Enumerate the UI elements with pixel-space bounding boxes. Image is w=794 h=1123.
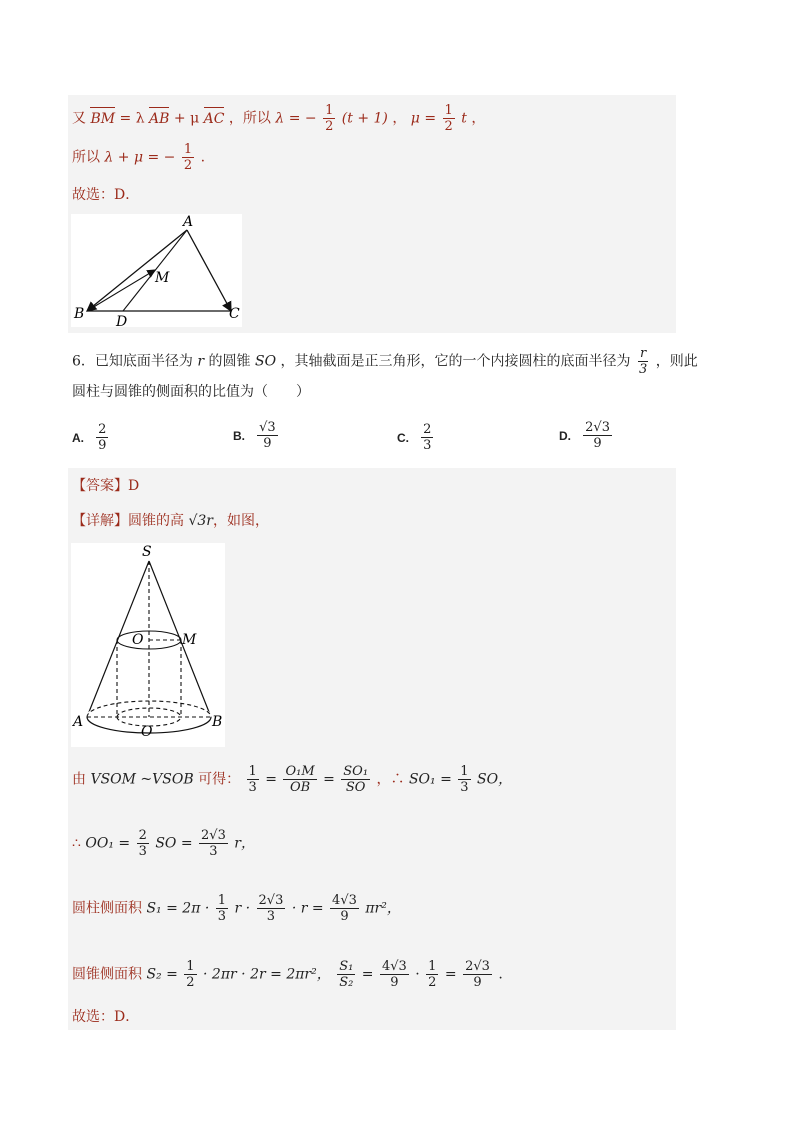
fraction [337, 959, 355, 990]
prev-line-1 [72, 103, 485, 134]
num: 2√3 [465, 959, 490, 974]
expr: OO₁ = [85, 835, 131, 852]
text: ， [392, 110, 407, 127]
fraction [182, 142, 194, 173]
den: 9 [473, 975, 482, 990]
answer-value: D [128, 478, 140, 494]
detail-label: 【详解】 [72, 513, 128, 529]
text: ，其轴截面是正三角形，它的一个内接圆柱的底面半径为 [280, 353, 631, 370]
fraction [443, 103, 455, 134]
expr: SO = [155, 835, 193, 852]
num: 1 [428, 959, 437, 974]
den: 2 [325, 119, 334, 134]
fraction [380, 959, 409, 990]
text: 又 [72, 110, 86, 127]
option-a[interactable] [72, 422, 110, 453]
final-answer: 故选：D． [72, 1009, 140, 1025]
den: 3 [460, 780, 469, 795]
cone-figure [71, 543, 225, 747]
num: 2 [98, 422, 107, 437]
label-c: C [229, 306, 240, 322]
label-s: S [142, 544, 152, 560]
fraction [216, 893, 228, 924]
paren-expr: (t + 1) [341, 110, 388, 127]
question-line-2: 圆柱与圆锥的侧面积的比值为（ ） [72, 384, 310, 400]
option-d[interactable] [559, 420, 614, 451]
text: ，∴ [376, 771, 405, 788]
text: 所以 [72, 149, 100, 166]
label-b: B [212, 714, 223, 730]
fraction [96, 422, 108, 453]
num: O₁M [285, 764, 315, 779]
expr: SO₁ = [408, 771, 452, 788]
var-so: SO [254, 353, 277, 370]
text: ， [471, 110, 486, 127]
num: 1 [444, 103, 453, 118]
num: 2√3 [258, 893, 284, 908]
expr: · 2πr · 2r = 2πr²， [203, 966, 331, 983]
fraction [257, 420, 278, 451]
text: ，所以 [228, 110, 271, 127]
fraction [583, 420, 612, 451]
text: ，如图， [212, 513, 269, 529]
den: 3 [423, 438, 432, 453]
num: r [640, 346, 647, 361]
cone-diagram [71, 543, 225, 747]
fraction [184, 959, 196, 990]
text: ，则此 [655, 353, 698, 370]
expr: λ + μ = − [104, 149, 176, 166]
fraction [323, 103, 335, 134]
fraction [137, 828, 149, 859]
equals: = [323, 771, 335, 788]
equals: = [444, 966, 457, 983]
fraction [247, 764, 259, 795]
text: 的圆锥 [208, 353, 251, 370]
text: ∴ [72, 835, 81, 852]
num: 1 [325, 103, 334, 118]
den: 9 [593, 436, 602, 451]
fraction [199, 828, 228, 859]
option-label: C. [397, 430, 409, 445]
text: 圆锥的高 [128, 513, 184, 529]
similarity: VSOM ~VSOB [90, 771, 194, 788]
option-label: A. [72, 430, 84, 445]
fraction [426, 959, 438, 990]
label-d: D [116, 314, 128, 327]
den: 2 [183, 158, 193, 173]
num: 2√3 [585, 420, 610, 435]
step-3 [72, 893, 401, 924]
den: 9 [263, 436, 272, 451]
text: 6．已知底面半径为 [72, 353, 193, 370]
step-4 [72, 959, 503, 990]
expr: S₁ = 2π · [146, 900, 210, 917]
den: 3 [138, 844, 147, 859]
step-2 [72, 828, 255, 859]
label-m: M [182, 632, 197, 648]
label-a: A [73, 714, 84, 730]
num: 4√3 [332, 893, 357, 908]
option-c[interactable] [397, 422, 435, 453]
den: SO [345, 780, 366, 795]
mu-expr: μ = [410, 110, 437, 127]
num: 1 [183, 142, 193, 157]
dot: · [415, 966, 420, 983]
label-o: O [141, 724, 153, 740]
den: 2 [186, 975, 195, 990]
fraction [463, 959, 492, 990]
num: √3 [259, 420, 276, 435]
expr: S₂ = [146, 966, 178, 983]
label-a: A [183, 214, 194, 230]
expr: r · [234, 900, 251, 917]
num: 2√3 [201, 828, 226, 843]
den: 9 [390, 975, 399, 990]
den: 2 [444, 119, 453, 134]
triangle-diagram [71, 214, 242, 327]
fraction-r-3 [637, 346, 649, 377]
den: OB [289, 780, 311, 795]
equals: = [265, 771, 277, 788]
cone-height: √3r [188, 513, 213, 529]
text: 可得： [198, 771, 241, 788]
num: 2 [138, 828, 147, 843]
den: S₂ [339, 975, 354, 990]
expr: r， [234, 835, 255, 852]
equals: = [361, 966, 374, 983]
den: 2 [428, 975, 437, 990]
den: 9 [340, 909, 349, 924]
num: 4√3 [381, 959, 407, 974]
option-label: B. [233, 428, 245, 443]
num: 1 [248, 764, 257, 779]
text: . [200, 149, 206, 166]
num: SO₁ [343, 764, 369, 779]
vector-bm: BM [90, 110, 116, 127]
option-label: D. [559, 428, 571, 443]
expr: πr²， [365, 900, 401, 917]
den: 3 [266, 909, 276, 924]
fraction [341, 764, 370, 795]
answer-line [72, 477, 139, 495]
prev-line-3: 故选：D． [72, 187, 140, 203]
den: 9 [98, 438, 107, 453]
text: = λ [119, 110, 145, 127]
text: 由 [72, 771, 86, 788]
option-b[interactable] [233, 420, 280, 451]
fraction [421, 422, 433, 453]
label-o1: O [132, 632, 144, 648]
prev-line-2 [72, 142, 205, 173]
text: + μ [173, 110, 200, 127]
answer-label: 【答案】 [72, 478, 128, 494]
text: . [498, 966, 503, 983]
vector-ab: AB [149, 110, 170, 127]
question-line-1 [72, 346, 698, 377]
fraction [458, 764, 470, 795]
triangle-figure [71, 214, 242, 327]
den: 3 [209, 844, 218, 859]
expr: SO， [477, 771, 513, 788]
label-m: M [155, 270, 170, 286]
step-1 [72, 764, 512, 795]
text: 圆柱侧面积 [72, 900, 142, 917]
den: 3 [217, 909, 227, 924]
num: 1 [217, 893, 227, 908]
den: 3 [248, 780, 257, 795]
fraction [257, 893, 286, 924]
text: 圆锥侧面积 [72, 966, 142, 983]
num: 1 [186, 959, 195, 974]
num: 1 [460, 764, 469, 779]
detail-line [72, 512, 269, 530]
vector-ac: AC [203, 110, 225, 127]
var-r: r [197, 353, 205, 370]
t: t [461, 110, 467, 127]
label-b: B [74, 306, 85, 322]
num: 2 [423, 422, 432, 437]
num: S₁ [339, 959, 354, 974]
fraction [330, 893, 359, 924]
lambda-expr: λ = − [275, 110, 317, 127]
fraction [283, 764, 316, 795]
expr: · r = [291, 900, 324, 917]
den: 3 [638, 362, 648, 377]
